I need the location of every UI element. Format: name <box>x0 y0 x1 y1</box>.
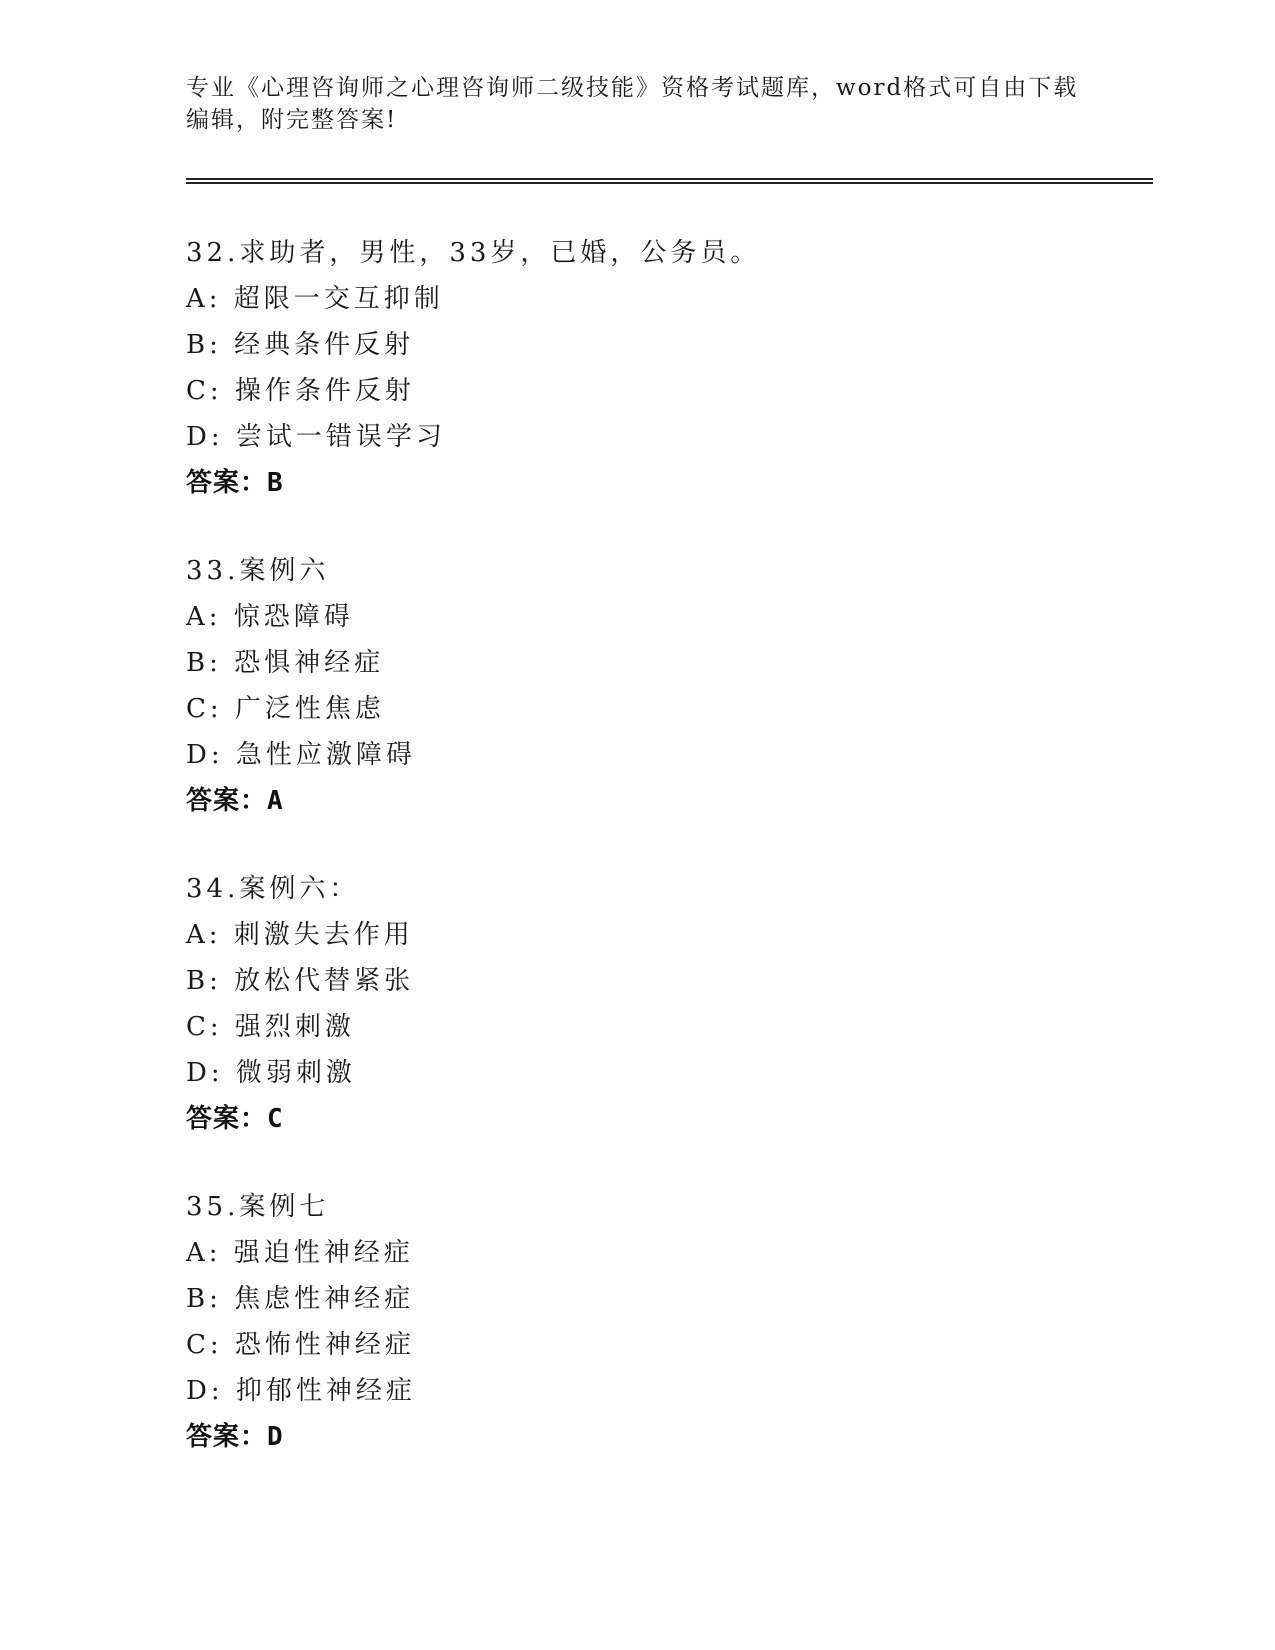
header-line-2: 编辑，附完整答案! <box>186 107 398 133</box>
question-34 <box>186 866 1086 1142</box>
option-a: A: 刺激失去作用 <box>186 920 414 950</box>
answer-line: 答案：C <box>186 1104 284 1134</box>
question-stem: 32.求助者，男性，33岁，已婚，公务员。 <box>186 238 761 268</box>
document-header <box>186 72 1079 136</box>
answer-line: 答案：A <box>186 786 284 816</box>
option-d: D: 急性应激障碍 <box>186 740 416 770</box>
question-33 <box>186 548 1086 824</box>
question-stem: 35.案例七 <box>186 1192 330 1222</box>
option-d: D: 尝试一错误学习 <box>186 422 446 452</box>
option-a: A: 强迫性神经症 <box>186 1238 414 1268</box>
option-b: B: 放松代替紧张 <box>186 966 415 996</box>
option-d: D: 抑郁性神经症 <box>186 1376 416 1406</box>
option-b: B: 焦虑性神经症 <box>186 1284 415 1314</box>
option-b: B: 恐惧神经症 <box>186 648 385 678</box>
option-c: C: 广泛性焦虑 <box>186 694 385 724</box>
option-c: C: 恐怖性神经症 <box>186 1330 415 1360</box>
option-b: B: 经典条件反射 <box>186 330 415 360</box>
option-d: D: 微弱刺激 <box>186 1058 356 1088</box>
question-32 <box>186 230 1086 506</box>
option-a: A: 惊恐障碍 <box>186 602 354 632</box>
header-line-1: 专业《心理咨询师之心理咨询师二级技能》资格考试题库，word格式可自由下载 <box>186 75 1079 101</box>
answer-line: 答案：B <box>186 468 284 498</box>
option-c: C: 操作条件反射 <box>186 376 415 406</box>
question-stem: 33.案例六 <box>186 556 330 586</box>
option-a: A: 超限一交互抑制 <box>186 284 444 314</box>
header-divider <box>186 178 1153 184</box>
question-35 <box>186 1184 1086 1460</box>
question-stem: 34.案例六： <box>186 874 360 904</box>
answer-line: 答案：D <box>186 1422 284 1452</box>
option-c: C: 强烈刺激 <box>186 1012 355 1042</box>
